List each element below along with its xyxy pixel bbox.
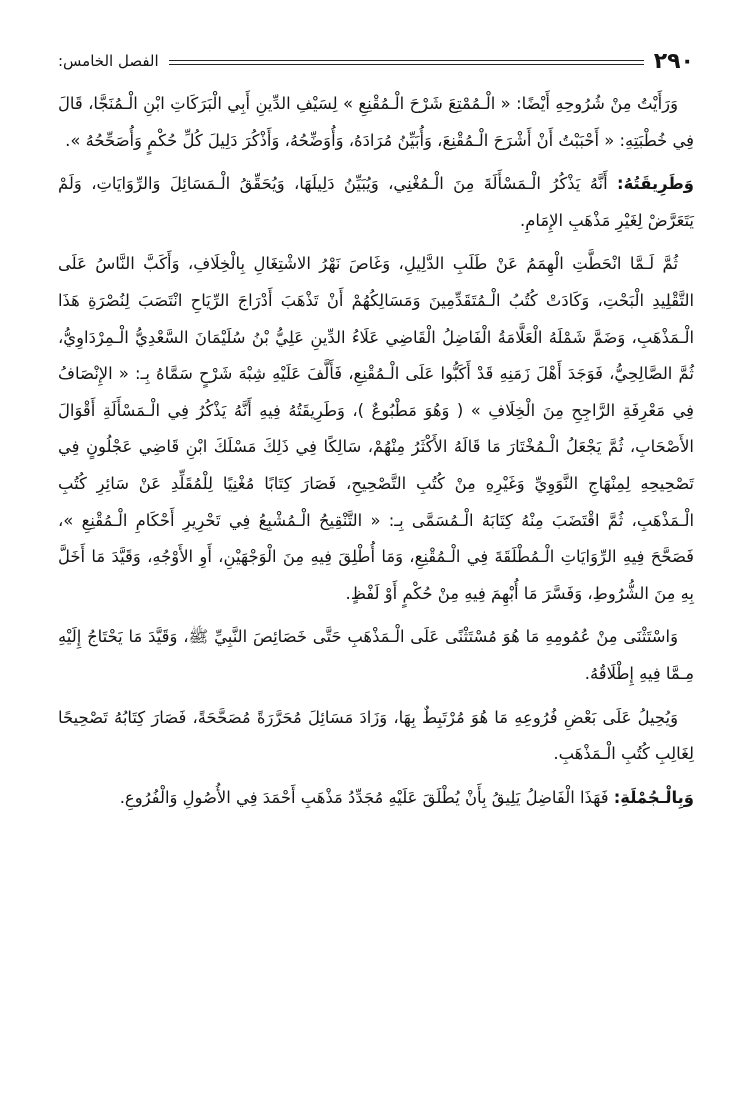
paragraph-text: وَاسْتَثْنَى مِنْ عُمُومِهِ مَا هُوَ مُسْتَثْنًى عَلَى الْـمَذْهَبِ حَتَّى خَصَائِصَ النَّبِيِّ ﷺ، وَقَيَّدَ مَا يَحْتَاجُ إِلَيْهِ مِـمَّا فِيهِ إِطْلَاقُهُ. bbox=[58, 627, 694, 683]
paragraph-references bbox=[58, 700, 694, 773]
paragraph-text: وَيُحِيلُ عَلَى بَعْضِ فُرُوعِهِ مَا هُوَ مُرْتَبِطٌ بِهَا، وَزَادَ مَسَائِلَ مُحَرَّرَةً مُصَحَّحَةً، فَصَارَ كِتَابُهُ تَصْحِيحًا لِغَالِبِ كُتُبِ الْـمَذْهَبِ. bbox=[58, 707, 694, 764]
page-header bbox=[58, 40, 694, 82]
paragraph-exceptions bbox=[58, 619, 694, 692]
book-page bbox=[58, 40, 694, 816]
paragraph-mardawi bbox=[58, 246, 694, 612]
paragraph-lead: وَطَرِيقَتُهُ: bbox=[617, 174, 694, 194]
body-text bbox=[58, 86, 694, 816]
paragraph-text: أَنَّهُ يَذْكُرُ الْـمَسْأَلَةَ مِنَ الْـمُغْنِي، وَيُبَيِّنُ دَلِيلَهَا، وَيُحَقِّقُ الْـمَسَائِلَ وَالرِّوَايَاتِ، وَلَمْ يَتَعَرَّضْ لِغَيْرِ مَذْهَبِ الإِمَامِ. bbox=[58, 174, 694, 230]
paragraph-lead: وَبِالْـجُمْلَةِ: bbox=[613, 787, 694, 807]
header-rule bbox=[169, 60, 644, 65]
paragraph-text: وَرَأَيْتُ مِنْ شُرُوحِهِ أَيْضًا: « الْـمُمْتِعَ شَرْحَ الْـمُقْنِعِ » لِسَيْفِ الدِّينِ أَبِي الْبَرَكَاتِ ابْنِ الْـمُنَجَّا، قَالَ فِي خُطْبَتِهِ: « أَحْبَبْتُ أَنْ أَشْرَحَ الْـمُقْنِعَ، وَأُبَيِّنُ مُرَادَهُ، وَأُوَضِّحُهُ، وَأَذْكُرَ دَلِيلَ كُلِّ حُكْمٍ وَأُصَحِّحُهُ ». bbox=[58, 94, 694, 150]
page-number: ٢٩٠ bbox=[653, 48, 694, 74]
paragraph-text: فَهَذَا الْفَاضِلُ يَلِيقُ بِأَنْ يُطْلَقَ عَلَيْهِ مُجَدِّدُ مَذْهَبِ أَحْمَدَ فِي الأُصُولِ وَالْفُرُوعِ. bbox=[119, 787, 614, 807]
paragraph-mumti bbox=[58, 86, 694, 159]
paragraph-summary bbox=[58, 780, 694, 817]
chapter-title: الفصل الخامس: bbox=[58, 52, 159, 70]
paragraph-mumti-method bbox=[58, 166, 694, 239]
paragraph-text: ثُمَّ لَـمَّا انْحَطَّتِ الْهِمَمُ عَنْ طَلَبِ الدَّلِيلِ، وَغَاصَ نَهْرُ الاشْتِغَالِ بِالْخِلَافِ، وَأَكَبَّ النَّاسُ عَلَى التَّقْلِيدِ الْبَحْتِ، وَكَادَتْ كُتُبُ الْـمُتَقَدِّمِينَ وَمَسَالِكُهُمْ أَنْ تَذْهَبَ أَدْرَاجَ الرِّيَاحِ انْتَصَبَ لِنُصْرَةِ هَذَا الْـمَذْهَبِ، وَضَمَّ شَمْلَهُ الْعَلَّامَةُ الْفَاضِلُ الْقَاضِي عَلَاءُ الدِّينِ عَلِيُّ بْنُ سُلَيْمَانَ السَّعْدِيُّ الْـمِرْدَاوِيُّ، ثُمَّ الصَّالِحِيُّ، فَوَجَدَ أَهْلَ زَمَنِهِ قَدْ أَكَبُّوا عَلَى الْـمُقْنِعِ، فَأَلَّفَ عَلَيْهِ شِبْهَ شَرْحٍ سَمَّاهُ بِـ: « الإِنْصَافُ فِي مَعْرِفَةِ الرَّاجِحِ مِنَ الْخِلَافِ » ( وَهُوَ مَطْبُوعٌ )، وَطَرِيقَتُهُ فِيهِ أَنَّهُ يَذْكُرُ فِي الْـمَسْأَلَةِ أَقْوَالَ الأَصْحَابِ، ثُمَّ يَجْعَلُ الْـمُخْتَارَ مَا قَالَهُ الأَكْثَرُ مِنْهُمْ، سَالِكًا فِي ذَلِكَ مَسْلَكَ ابْنِ قَاضِي عَجْلُونٍ فِي تَصْحِيحِهِ لِمِنْهَاجِ النَّوَوِيِّ وَغَيْرِهِ مِنْ كُتُبِ التَّصْحِيحِ، فَصَارَ كِتَابًا مُغْنِيًا لِلْمُقَلِّدِ عَنْ سَائِرِ كُتُبِ الْـمَذْهَبِ، ثُمَّ اقْتَضَبَ مِنْهُ كِتَابَهُ الْـمُسَمَّى بِـ: « التَّنْقِيحُ الْـمُشْبِعُ فِي تَحْرِيرِ أَحْكَامِ الْـمُقْنِعِ »، فَصَحَّحَ فِيهِ الرِّوَايَاتِ الْـمُطْلَقَةَ فِي الْـمُقْنِعِ، وَمَا أُطْلِقَ فِيهِ مِنَ الْوَجْهَيْنِ، أَوِ الأَوْجُهِ، وَقَيَّدَ مَا أَخَلَّ بِهِ مِنَ الشُّرُوطِ، وَفَسَّرَ مَا أُبْهِمَ فِيهِ مِنْ حُكْمٍ أَوْ لَفْظٍ. bbox=[58, 254, 694, 603]
